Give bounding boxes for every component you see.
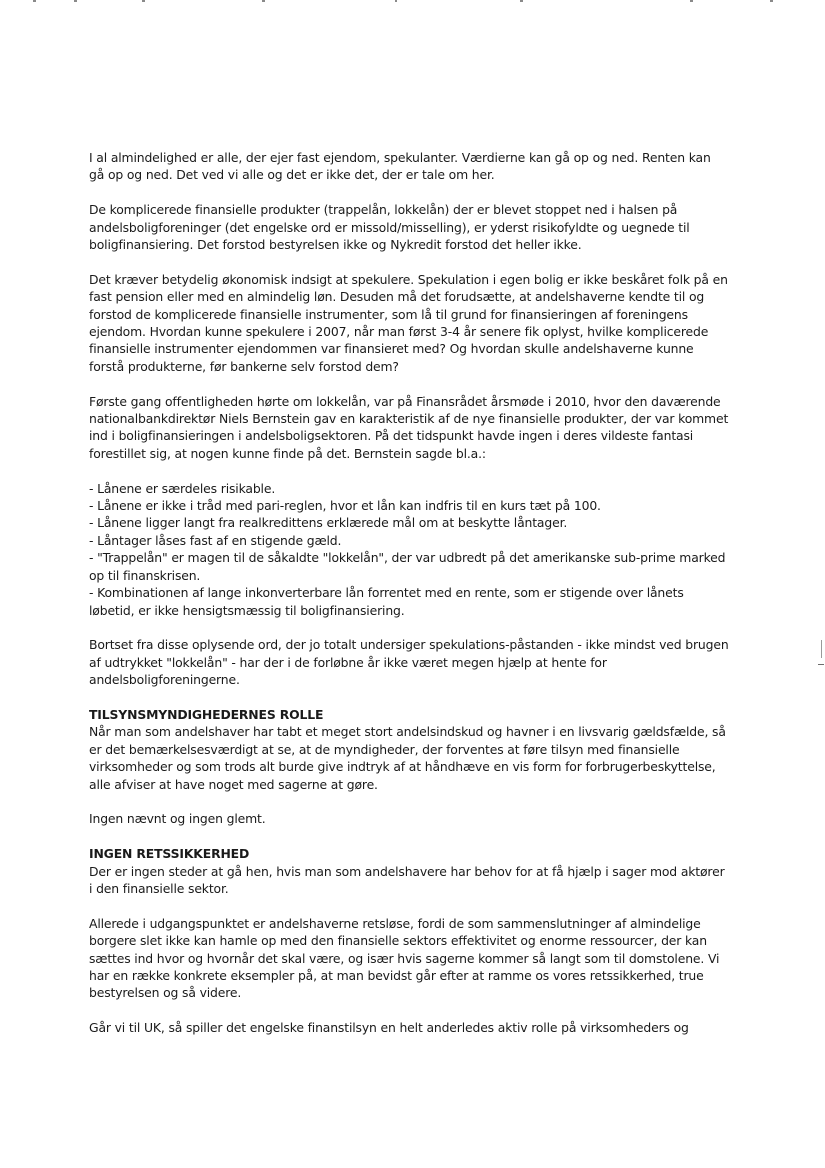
paragraph: Der er ingen steder at gå hen, hvis man som andelshavere har behov for at få hjælp i sager mod aktører i den finansielle sektor. [89, 863, 725, 896]
paragraph: Allerede i udgangspunktet er andelshaverne retsløse, fordi de som sammenslutninger af almindelige borgere slet ikke kan hamle op med den finansielle sektors effektivitet og enorme ressourcer, der kan sættes ind hvor og hvornår det skal være, og især hvis sagerne kommer så langt som til domstolene. Vi har en række konkrete eksempler på, at man bevidst går efter at ramme os vores retssikkerhed, true bestyrelsen og så videre. [89, 915, 720, 1001]
paragraph: Går vi til UK, så spiller det engelske finanstilsyn en helt anderledes aktiv rolle på virksomheders og [89, 1020, 689, 1036]
paragraph: Bortset fra disse oplysende ord, der jo totalt undersiger spekulations-påstanden - ikke mindst ved brugen af udtrykket "lokkelån" - har der i de forløbne år ikke været megen hjælp at hente for andelsboligforeningerne. [89, 637, 729, 688]
document-body [89, 149, 729, 1037]
list-item: - "Trappelån" er magen til de såkaldte "lokkelån", der var udbredt på det amerikanske sub-prime marked op til finanskrisen. [89, 550, 726, 583]
scan-edge-mark [821, 640, 822, 658]
scan-edge-mark [818, 664, 824, 665]
paragraph: De komplicerede finansielle produkter (trappelån, lokkelån) der er blevet stoppet ned i halsen på andelsboligforeninger (det engelske ord er missold/misselling), er yderst risikofyldte og uegnede til boligfinansiering. Det forstod bestyrelsen ikke og Nykredit forstod det heller ikke. [89, 202, 690, 253]
list-item: - Lånene er ikke i tråd med pari-reglen, hvor et lån kan indfris til en kurs tæt på 100. [89, 498, 601, 514]
paragraph: I al almindelighed er alle, der ejer fast ejendom, spekulanter. Værdierne kan gå op og ned. Renten kan gå op og ned. Det ved vi alle og det er ikke det, der er tale om her. [89, 150, 711, 183]
scan-edge-dots [0, 0, 825, 3]
list-item: - Kombinationen af lange inkonverterbare lån forrentet med en rente, som er stigende over lånets løbetid, er ikke hensigtsmæssig til boligfinansiering. [89, 585, 684, 618]
paragraph: Det kræver betydelig økonomisk indsigt at spekulere. Spekulation i egen bolig er ikke beskåret folk på en fast pension eller med en almindelig løn. Desuden må det forudsætte, at andelshaverne kendte til og forstod de komplicerede finansielle instrumenter, som lå til grund for finansieringen af foreningens ejendom. Hvordan kunne spekulere i 2007, når man først 3-4 år senere fik oplyst, hvilke komplicerede finansielle instrumenter ejendommen var finansieret med? Og hvordan skulle andelshaverne kunne forstå produkterne, før bankerne selv forstod dem? [89, 271, 728, 374]
section-heading: TILSYNSMYNDIGHEDERNES ROLLE [89, 706, 324, 722]
section-heading: INGEN RETSSIKKERHED [89, 846, 250, 862]
paragraph: Ingen nævnt og ingen glemt. [89, 811, 266, 827]
quote-list [89, 480, 729, 619]
list-item: - Lånene ligger langt fra realkredittens erklærede mål om at beskytte låntager. [89, 515, 568, 531]
paragraph: Første gang offentligheden hørte om lokkelån, var på Finansrådet årsmøde i 2010, hvor den daværende nationalbankdirektør Niels Bernstein gav en karakteristik af de nye finansielle produkter, der var kommet ind i boligfinansieringen i andelsboligsektoren. På det tidspunkt havde ingen i deres vildeste fantasi forestillet sig, at nogen kunne finde på det. Bernstein sagde bl.a.: [89, 393, 729, 461]
list-item: - Låntager låses fast af en stigende gæld. [89, 532, 342, 548]
list-item: - Lånene er særdeles risikable. [89, 480, 276, 496]
paragraph: Når man som andelshaver har tabt et meget stort andelsindskud og havner i en livsvarig gældsfælde, så er det bemærkelsesværdigt at se, at de myndigheder, der forventes at føre tilsyn med finansielle virksomheder og som trods alt burde give indtryk af at håndhæve en vis form for forbrugerbeskyttelse, alle afviser at have noget med sagerne at gøre. [89, 724, 726, 792]
